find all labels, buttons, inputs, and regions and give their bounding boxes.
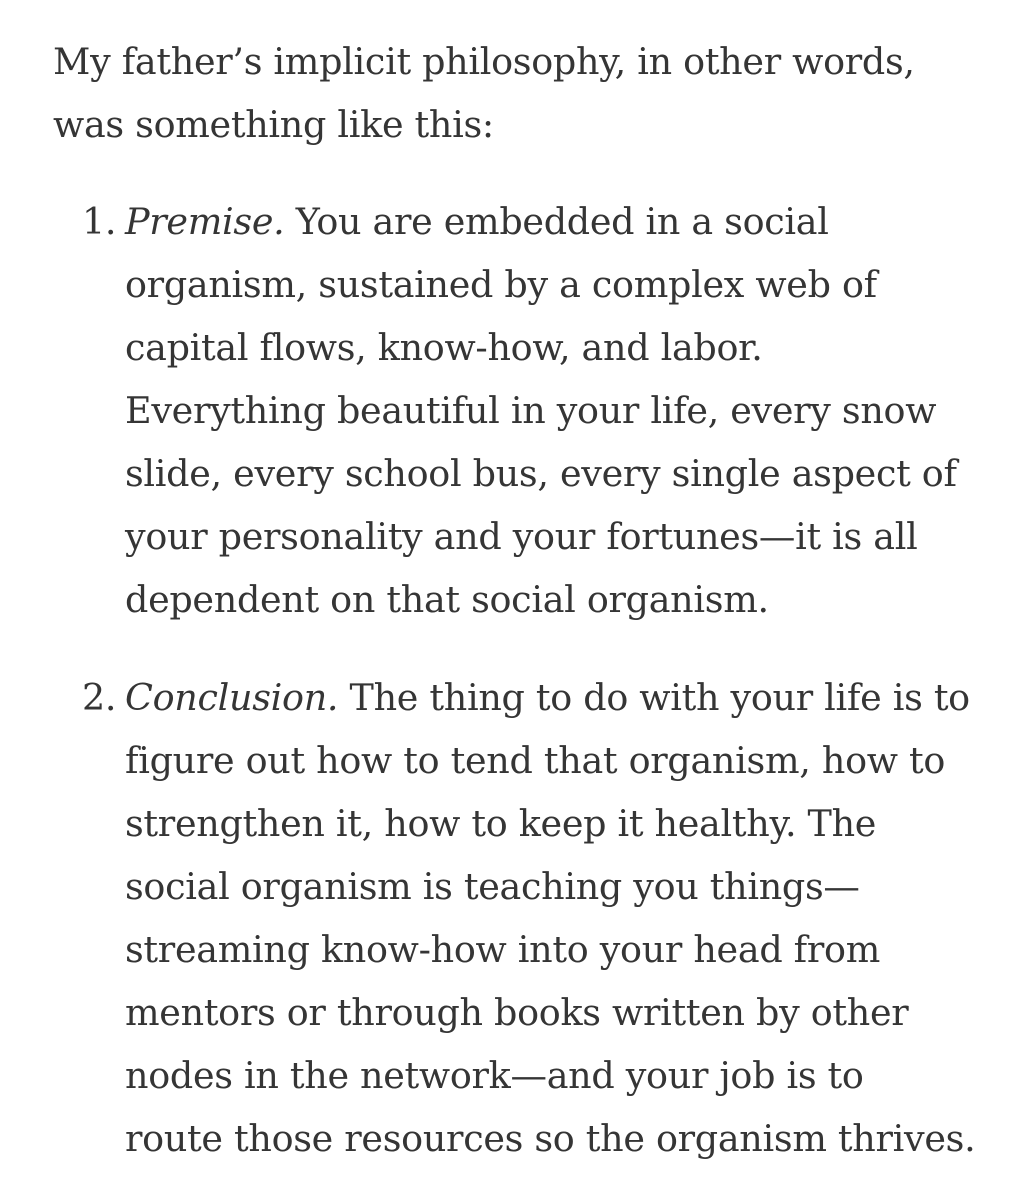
item-label: Premise. [125,200,285,243]
item-text-line: social organism is teaching you things— [125,865,860,908]
intro-line: My father’s implicit philosophy, in other words, [53,40,915,83]
list-item-conclusion [82,666,1002,1170]
item-text-line: mentors or through books written by other [125,991,909,1034]
item-text-line: route those resources so the organism thrives. [125,1117,976,1160]
item-text-line: figure out how to tend that organism, how to [125,739,946,782]
item-text-line: streaming know-how into your head from [125,928,881,971]
item-label: Conclusion. [125,676,339,719]
list-item-first-line [82,666,1002,729]
intro-paragraph [53,30,993,156]
list-number: 2. [82,676,117,719]
item-text-line: organism, sustained by a complex web of [125,263,877,306]
list-item-premise [82,190,1002,631]
item-text-line: You are embedded in a social [284,200,829,243]
list-item-first-line [82,190,1002,253]
item-text-line: slide, every school bus, every single aspect of [125,452,957,495]
item-text-line: nodes in the network—and your job is to [125,1054,864,1097]
item-text-line: your personality and your fortunes—it is all [125,515,918,558]
item-text-line: Everything beautiful in your life, every snow [125,389,937,432]
item-text-line: capital flows, know-how, and labor. [125,326,763,369]
intro-line: was something like this: [53,103,494,146]
list-number: 1. [82,200,117,243]
item-text-line: The thing to do with your life is to [338,676,970,719]
item-text-line: strengthen it, how to keep it healthy. The [125,802,877,845]
item-text-line: dependent on that social organism. [125,578,769,621]
